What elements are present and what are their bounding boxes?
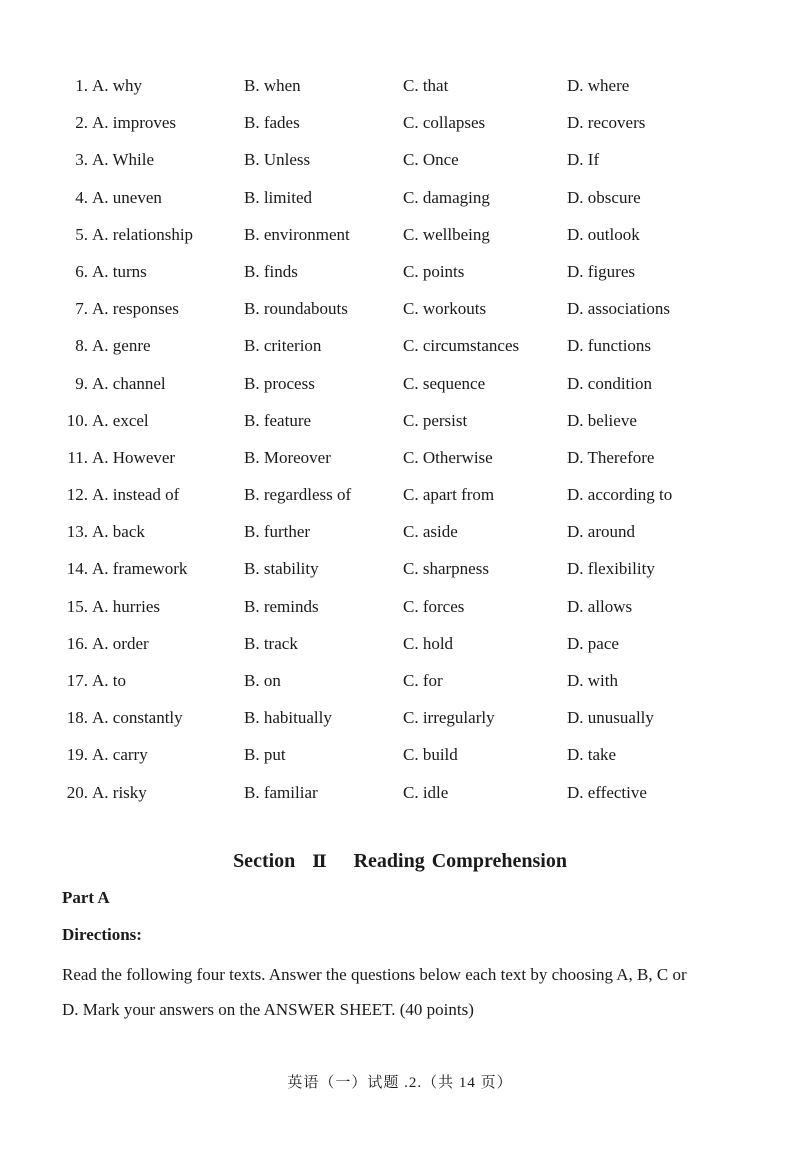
option-c: C. damaging (403, 187, 490, 207)
question-number: 19. (66, 745, 88, 765)
option-a: A. turns (92, 261, 147, 281)
page-footer: 英语（一）试题 .2.（共 14 页） (287, 1075, 513, 1091)
question-row (0, 550, 800, 587)
option-b: B. process (244, 373, 315, 393)
question-row (0, 588, 800, 625)
question-row (0, 141, 800, 178)
question-number: 7. (75, 299, 88, 319)
option-c: C. collapses (403, 113, 486, 133)
part-label: Part A (62, 888, 110, 907)
option-a: A. why (92, 76, 143, 95)
question-number: 9. (75, 373, 88, 393)
option-d: D. according to (567, 485, 673, 505)
option-a: A. genre (92, 336, 151, 356)
option-b: B. limited (244, 187, 312, 207)
option-c: C. hold (403, 633, 454, 653)
question-row (0, 67, 800, 104)
option-a: A. order (92, 633, 149, 653)
question-number: 5. (75, 224, 88, 244)
question-number: 20. (66, 782, 88, 802)
option-d: D. figures (567, 261, 635, 281)
question-row (0, 179, 800, 216)
option-c: C. that (403, 76, 449, 95)
section-numeral: Ⅱ (312, 852, 327, 871)
question-number: 14. (66, 559, 88, 579)
option-b: B. reminds (244, 596, 319, 616)
question-number: 15. (66, 596, 88, 616)
question-number: 17. (66, 671, 88, 690)
option-d: D. outlook (567, 224, 640, 244)
question-row (0, 104, 800, 141)
question-number: 3. (75, 150, 88, 170)
question-row (0, 290, 800, 327)
option-c: C. workouts (403, 299, 487, 319)
option-a: A. carry (92, 745, 148, 765)
option-b: B. when (244, 76, 301, 95)
option-b: B. roundabouts (244, 299, 348, 319)
option-d: D. believe (567, 410, 637, 430)
option-d: D. recovers (567, 113, 646, 133)
question-number: 13. (66, 522, 88, 542)
option-b: B. track (244, 633, 298, 653)
option-b: B. Moreover (244, 447, 331, 467)
option-b: B. put (244, 745, 286, 765)
option-c: C. irregularly (403, 708, 495, 728)
question-row (0, 662, 800, 699)
question-number: 1. (75, 76, 88, 95)
question-number: 12. (66, 485, 88, 505)
option-a: A. risky (92, 782, 147, 802)
option-b: B. on (244, 671, 281, 690)
option-c: C. for (403, 671, 443, 690)
question-number: 11. (67, 447, 88, 467)
option-c: C. sequence (403, 373, 486, 393)
option-c: C. sharpness (403, 559, 489, 579)
option-b: B. familiar (244, 782, 318, 802)
question-number: 6. (75, 261, 88, 281)
option-a: A. channel (92, 373, 166, 393)
options-list (0, 67, 800, 811)
question-number: 10. (66, 410, 88, 430)
option-c: C. forces (403, 596, 465, 616)
question-row (0, 699, 800, 736)
option-a: A. relationship (92, 224, 194, 244)
instructions-text: Read the following four texts. Answer the questions below each text by choosing A, B, C or D. Mark your answers on the ANSWER SHEET. (40 points) (62, 965, 687, 1019)
question-row (0, 216, 800, 253)
option-c: C. points (403, 261, 465, 281)
option-c: C. Otherwise (403, 447, 493, 467)
question-row (0, 513, 800, 550)
option-c: C. idle (403, 782, 449, 802)
option-d: D. functions (567, 336, 652, 356)
question-row (0, 365, 800, 402)
option-b: B. environment (244, 224, 350, 244)
option-d: D. effective (567, 782, 647, 802)
option-b: B. stability (244, 559, 319, 579)
question-row (0, 327, 800, 364)
option-b: B. Unless (244, 150, 311, 170)
option-c: C. persist (403, 410, 468, 430)
question-row (0, 625, 800, 662)
option-a: A. improves (92, 113, 177, 133)
option-d: D. condition (567, 373, 652, 393)
option-d: D. allows (567, 596, 633, 616)
option-d: D. Therefore (567, 447, 655, 467)
option-d: D. with (567, 671, 618, 690)
option-d: D. associations (567, 299, 670, 319)
option-b: B. criterion (244, 336, 322, 356)
option-d: D. flexibility (567, 559, 655, 579)
option-b: B. feature (244, 410, 312, 430)
option-c: C. apart from (403, 485, 495, 505)
option-c: C. circumstances (403, 336, 520, 356)
option-a: A. responses (92, 299, 179, 319)
option-d: D. If (567, 150, 600, 170)
option-a: A. constantly (92, 708, 183, 728)
option-a: A. However (92, 447, 176, 467)
section-prefix: Section (233, 850, 296, 872)
question-number: 2. (75, 113, 88, 133)
question-row (0, 402, 800, 439)
question-row (0, 439, 800, 476)
option-b: B. habitually (244, 708, 332, 728)
option-d: D. pace (567, 633, 619, 653)
option-a: A. uneven (92, 187, 162, 207)
option-a: A. instead of (92, 485, 180, 505)
option-a: A. hurries (92, 596, 160, 616)
section-heading (0, 850, 800, 873)
option-c: C. wellbeing (403, 224, 490, 244)
option-c: C. aside (403, 522, 458, 542)
option-a: A. to (92, 671, 126, 690)
question-number: 4. (75, 187, 88, 207)
option-c: C. build (403, 745, 458, 765)
section-title: Reading Comprehension (353, 850, 567, 872)
option-a: A. excel (92, 410, 149, 430)
option-a: A. framework (92, 559, 188, 579)
question-row (0, 736, 800, 773)
option-d: D. take (567, 745, 617, 765)
directions-label: Directions: (62, 925, 142, 944)
option-d: D. where (567, 76, 630, 95)
option-d: D. unusually (567, 708, 654, 728)
question-number: 16. (66, 633, 88, 653)
option-b: B. regardless of (244, 485, 352, 505)
option-d: D. around (567, 522, 635, 542)
option-b: B. finds (244, 261, 298, 281)
question-number: 8. (75, 336, 88, 356)
option-a: A. back (92, 522, 145, 542)
question-number: 18. (66, 708, 88, 728)
option-c: C. Once (403, 150, 459, 170)
question-row (0, 774, 800, 811)
option-d: D. obscure (567, 187, 641, 207)
option-b: B. further (244, 522, 311, 542)
option-a: A. While (92, 150, 155, 170)
question-row (0, 476, 800, 513)
option-b: B. fades (244, 113, 300, 133)
question-row (0, 253, 800, 290)
